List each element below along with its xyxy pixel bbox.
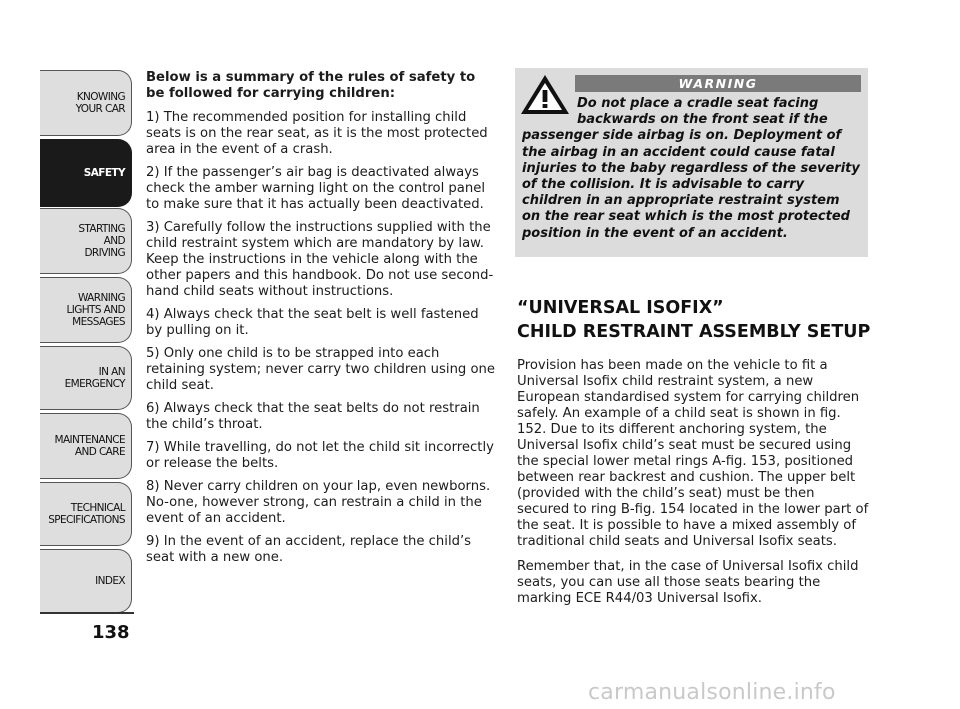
isofix-column — [517, 358, 869, 616]
tab-label: WARNING LIGHTS AND MESSAGES — [66, 292, 125, 328]
tab-label: STARTING AND DRIVING — [78, 223, 125, 259]
rule-item: 5) Only one child is to be strapped into each retaining system; never carry two children using one child seat. — [146, 346, 496, 393]
rule-item: 3) Carefully follow the instructions supplied with the child restraint system which are mandatory by law. Keep the instructions in the vehicle along with the other papers and this handbook. Do not use second-hand child seats without instructions. — [146, 220, 494, 299]
paragraph: Provision has been made on the vehicle to fit a Universal Isofix child restraint system, a new European standardised system for carrying children safely. An example of a child seat is shown in fig. 152. Due to its different anchoring system, the Universal Isofix child’s seat must be secured using the special lower metal rings A-fig. 153, positioned between rear backrest and cushion. The upper belt (provided with the child’s seat) must be then secured to ring B-fig. 154 located in the lower part of the seat. It is possible to have a mixed assembly of traditional child seats and Universal Isofix seats. — [517, 358, 869, 549]
warning-text — [522, 96, 862, 242]
section-title-line1: “UNIVERSAL ISOFIX” — [517, 298, 724, 318]
watermark: carmanualsonline.info — [588, 680, 836, 705]
tab-technical-specifications[interactable] — [40, 482, 132, 546]
tab-label: KNOWING YOUR CAR — [75, 91, 125, 115]
sidebar-divider — [40, 612, 134, 614]
rule-item: 6) Always check that the seat belts do not restrain the child’s throat. — [146, 401, 480, 432]
section-title — [517, 296, 877, 344]
safety-rules-column — [146, 70, 496, 573]
rule-item: 2) If the passenger’s air bag is deactivated always check the amber warning light on the control panel to make sure that it has actually been deactivated. — [146, 165, 486, 212]
warning-box — [515, 68, 868, 257]
rule-item: 4) Always check that the seat belt is well fastened by pulling on it. — [146, 307, 479, 338]
warning-body: Do not place a cradle seat facing backwards on the front seat if the passenger side airbag is on. Deployment of the airbag in an accident could cause fatal injuries to the baby regardless of the severity of the collision. It is advisable to carry children in an appropriate restraint system on the rear seat which is the most protected position in the event of an accident. — [522, 96, 860, 241]
rule-item: 1) The recommended position for installing child seats is on the rear seat, as it is the most protected area in the event of a crash. — [146, 110, 488, 157]
tab-safety[interactable] — [40, 139, 132, 207]
rule-item: 9) In the event of an accident, replace the child’s seat with a new one. — [146, 534, 472, 565]
tab-label: TECHNICAL SPECIFICATIONS — [48, 502, 125, 526]
tab-maintenance-and-care[interactable] — [40, 413, 132, 479]
page-number: 138 — [92, 622, 130, 643]
rule-item: 7) While travelling, do not let the child sit incorrectly or release the belts. — [146, 440, 494, 471]
tab-label: IN AN EMERGENCY — [64, 366, 125, 390]
icon-spacer — [522, 96, 577, 126]
tab-label: SAFETY — [83, 167, 125, 179]
paragraph: Remember that, in the case of Universal Isofix child seats, you can use all those seats bearing the marking ECE R44/03 Universal Isofix. — [517, 559, 859, 606]
tab-label: MAINTENANCE AND CARE — [54, 434, 125, 458]
warning-header: WARNING — [575, 75, 861, 92]
tab-label: INDEX — [95, 575, 125, 587]
tab-warning-lights-and-messages[interactable] — [40, 277, 132, 343]
section-title-line2: CHILD RESTRAINT ASSEMBLY SETUP — [517, 322, 871, 342]
rules-intro: Below is a summary of the rules of safety to be followed for carrying children: — [146, 70, 476, 101]
tab-in-an-emergency[interactable] — [40, 346, 132, 410]
tab-knowing-your-car[interactable] — [40, 70, 132, 136]
tab-index[interactable] — [40, 549, 132, 613]
rule-item: 8) Never carry children on your lap, even newborns. No-one, however strong, can restrain a child in the event of an accident. — [146, 479, 491, 526]
tab-starting-and-driving[interactable] — [40, 208, 132, 274]
